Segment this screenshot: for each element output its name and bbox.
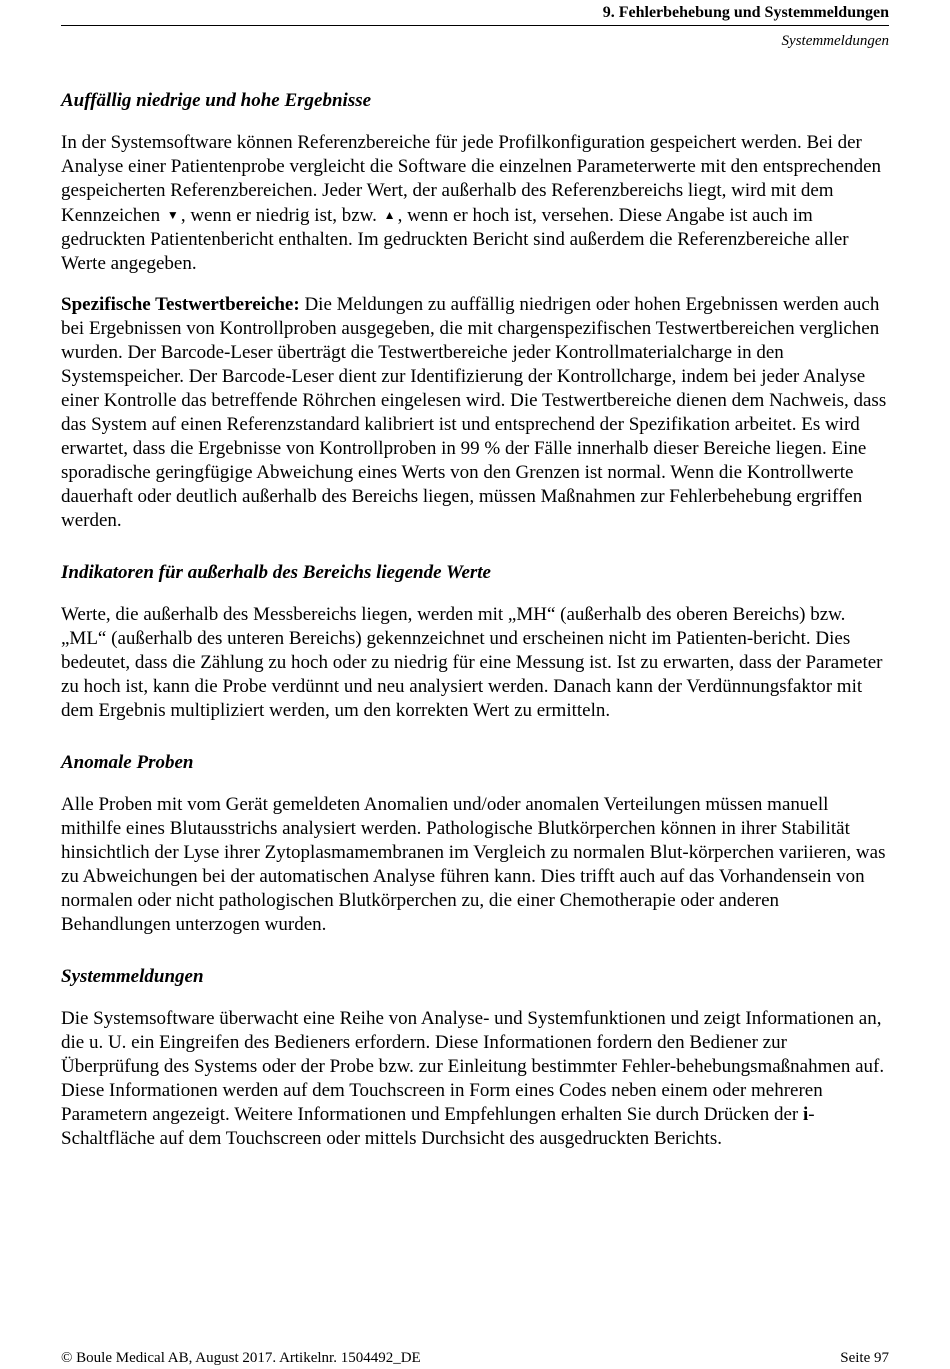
paragraph: Die Systemsoftware überwacht eine Reihe von Analyse- und Systemfunktionen und zeigt Informationen an, die u. U. ein Eingreifen des Bedieners erfordern. Diese Informationen fordern den Bediener zur Überprüfung des Systems oder der Probe bzw. zur Einleitung bestimmter Fehler-behebungsmaßnahmen auf. Diese Informationen werden auf dem Touchscreen in Form eines Codes neben einem oder mehreren Parametern angezeigt. Weitere Informationen und Empfehlungen erhalten Sie durch Drücken der i-Schaltfläche auf dem Touchscreen oder mittels Durchsicht des ausgedruckten Berichts. — [61, 1008, 885, 1149]
info-button-letter: i — [803, 1104, 809, 1125]
section-abnormal-results — [61, 89, 889, 533]
section-system-messages — [61, 965, 889, 1151]
section-heading: Auffällig niedrige und hohe Ergebnisse — [61, 90, 372, 111]
page-header — [61, 0, 889, 50]
section-heading: Indikatoren für außerhalb des Bereichs liegende Werte — [61, 562, 491, 583]
section-anomalous-samples — [61, 751, 889, 937]
section-heading: Anomale Proben — [61, 752, 194, 773]
section-out-of-range-indicators — [61, 561, 889, 723]
bold-label: Spezifische Testwertbereiche: — [61, 294, 300, 315]
paragraph: Spezifische Testwertbereiche: Die Meldungen zu auffällig niedrigen oder hohen Ergebnissen werden auch bei Ergebnissen von Kontrollproben ausgegeben, die mit chargenspezifischen Testwertbereichen verglichen wurden. Der Barcode-Leser überträgt die Testwertbereiche jeder Kontrollmaterialcharge in den Systemspeicher. Der Barcode-Leser dient zur Identifizierung der Kontrollcharge, indem bei jeder Analyse einer Kontrolle das betreffende Röhrchen eingelesen wird. Die Testwertbereiche dienen dem Nachweis, dass das System auf einen Referenzstandard kalibriert ist und entsprechend der Spezifikation arbeitet. Es wird erwartet, dass die Ergebnisse von Kontrollproben in 99 % der Fälle innerhalb dieser Bereiche liegen. Eine sporadische geringfügige Abweichung eines Werts von den Grenzen ist normal. Wenn die Kontrollwerte dauerhaft oder deutlich außerhalb des Bereichs liegen, müssen Maßnahmen zur Fehlerbehebung ergriffen werden. — [61, 294, 887, 531]
paragraph: Alle Proben mit vom Gerät gemeldeten Anomalien und/oder anomalen Verteilungen müssen manuell mithilfe eines Blutausstrichs analysiert werden. Pathologische Blutkörperchen können in ihrer Stabilität hinsichtlich der Lyse ihrer Zytoplasmamembranen im Vergleich zu normalen Blut-körperchen variieren, was zu Abweichungen bei der automatischen Analyse führen kann. Dies trifft auch auf das Vorhandensein von normalen oder nicht pathologischen Blutkörperchen zu, die einer Chemotherapie oder anderen Behandlungen unterzogen wurden. — [61, 794, 886, 935]
down-triangle-icon: ▼ — [166, 208, 179, 222]
page-number: Seite 97 — [840, 1350, 889, 1366]
header-rule — [61, 25, 889, 26]
chapter-title: 9. Fehlerbehebung und Systemmeldungen — [602, 4, 889, 21]
paragraph: Werte, die außerhalb des Messbereichs liegen, werden mit „MH“ (außerhalb des oberen Bereichs) bzw. „ML“ (außerhalb des unteren Bereichs) gekennzeichnet und erscheinen nicht im Patienten-bericht. Dies bedeutet, dass die Zählung zu hoch oder zu niedrig für eine Messung ist. Ist zu erwarten, dass der Parameter zu hoch ist, kann die Probe verdünnt und neu analysiert werden. Danach kann der Verdünnungsfaktor mit dem Ergebnis multipliziert werden, um den korrekten Wert zu ermitteln. — [61, 604, 883, 721]
section-heading: Systemmeldungen — [61, 966, 204, 987]
page-content — [61, 89, 889, 1179]
paragraph: In der Systemsoftware können Referenzbereiche für jede Profilkonfiguration gespeichert werden. Bei der Analyse einer Patientenprobe vergleicht die Software die einzelnen Parameterwerte mit den entsprechenden gespeicherten Referenzbereichen. Jeder Wert, der außerhalb des Referenzbereichs liegt, wird mit dem Kennzeichen ▼ , wenn er niedrig ist, bzw. ▲ , wenn er hoch ist, versehen. Diese Angabe ist auch im gedruckten Patientenbericht enthalten. Im gedruckten Bericht sind außerdem die Referenzbereiche aller Werte angegeben. — [61, 132, 882, 274]
subsection-title: Systemmeldungen — [781, 33, 889, 49]
copyright-notice: © Boule Medical AB, August 2017. Artikelnr. 1504492_DE — [61, 1350, 421, 1366]
up-triangle-icon: ▲ — [383, 208, 396, 222]
